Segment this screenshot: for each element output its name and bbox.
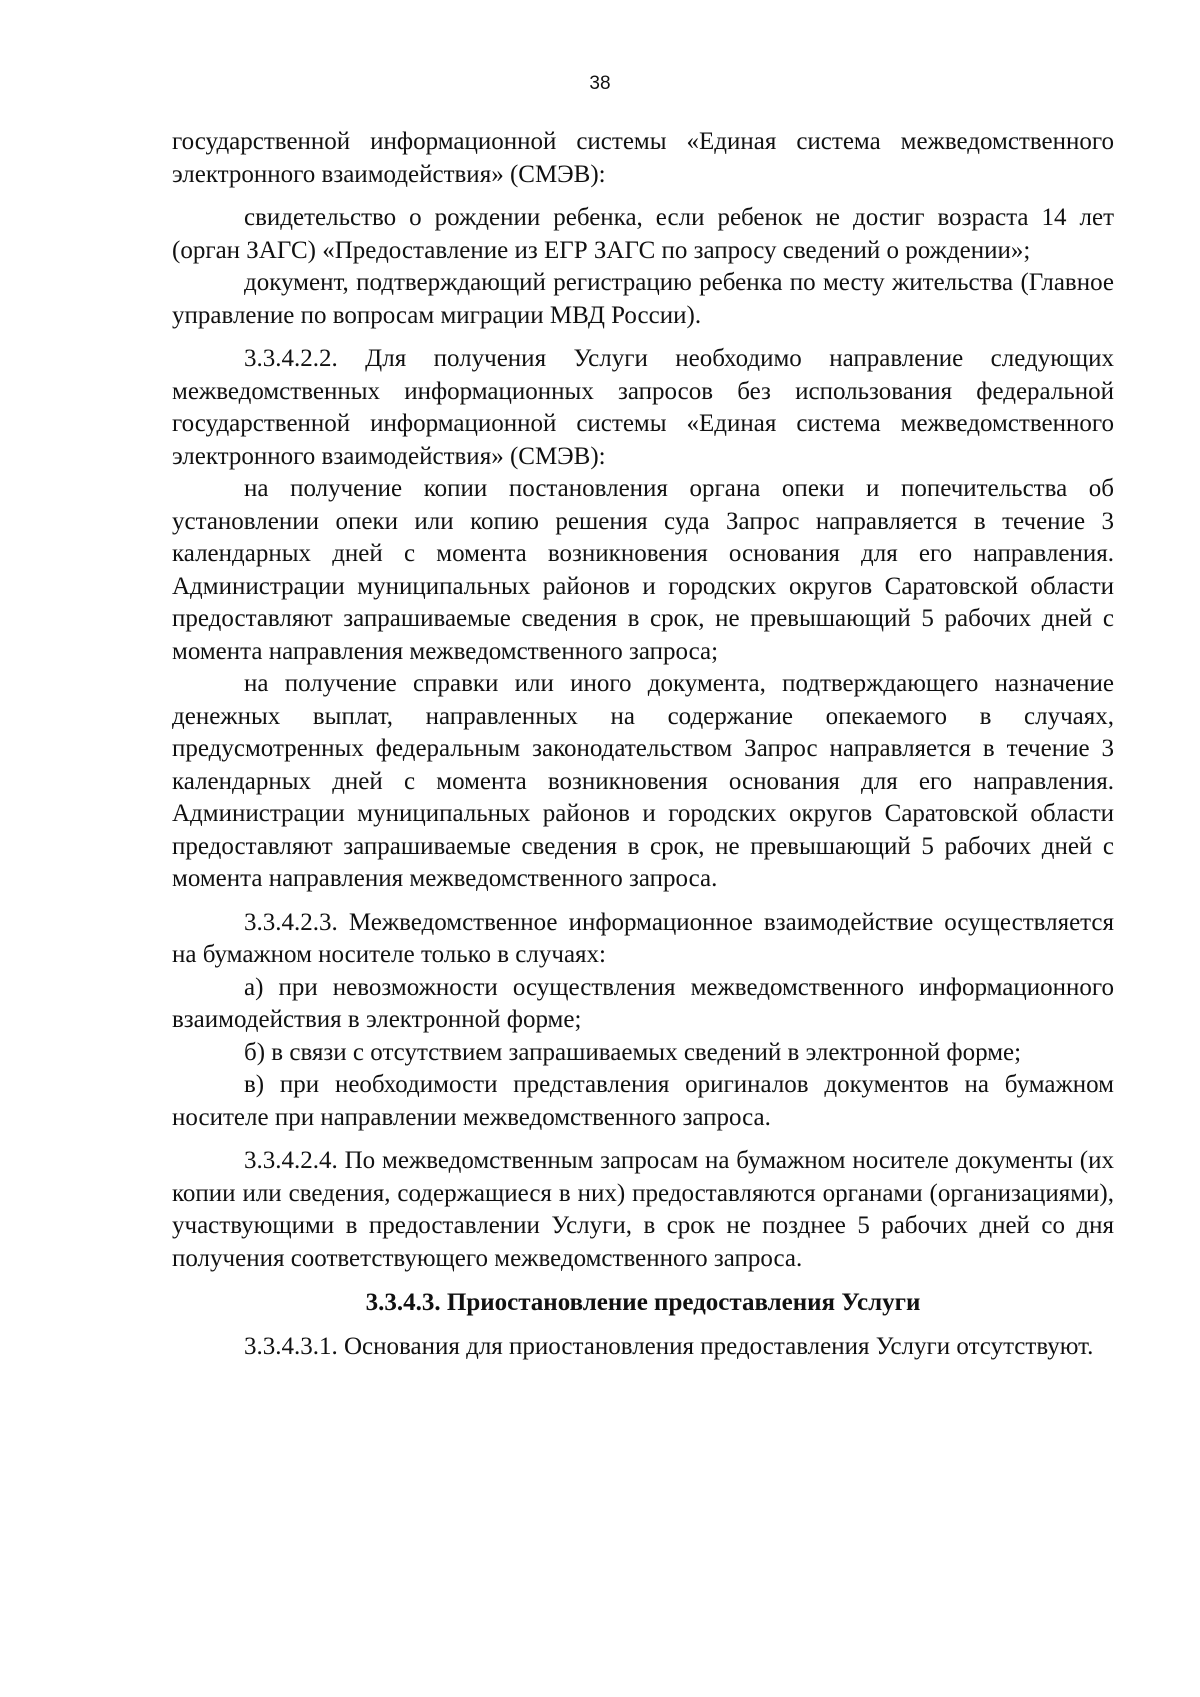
document-body [172,126,1114,1363]
list-marker: б) [244,1038,266,1066]
clause-number: 3.3.4.2.3. [244,908,338,936]
paragraph-3-3-4-2-4 [172,1145,1114,1275]
paragraph-3-3-4-3-1 [172,1331,1114,1364]
paragraph-birth-certificate: свидетельство о рождении ребенка, если ребенок не достиг возраста 14 лет (орган ЗАГС) «Предоставление из ЕГР ЗАГС по запросу сведений о рождении»; [172,204,1114,264]
list-item-a [172,972,1114,1037]
list-item-v [172,1069,1114,1134]
paragraph-guardianship-copy-request: на получение копии постановления органа опеки и попечительства об установлении опеки или копию решения суда Запрос направляется в течение 3 календарных дней с момента возникновения основания для его направления. Администрации муниципальных районов и городских округов Саратовской области предоставляют запрашиваемые сведения в срок, не превышающий 5 рабочих дней с момента направления межведомственного запроса; [172,475,1114,665]
list-item-text: при необходимости представления оригиналов документов на бумажном носителе при направлении межведомственного запроса. [172,1071,1114,1131]
list-item-text: в связи с отсутствием запрашиваемых сведений в электронной форме; [271,1038,1022,1066]
list-marker: а) [244,973,264,1001]
clause-number: 3.3.4.2.2. [244,345,338,372]
paragraph-3-3-4-2-2 [172,343,1114,473]
section-heading: 3.3.4.3. Приостановление предоставления Услуги [365,1289,921,1316]
paragraph-3-3-4-2-3 [172,907,1114,972]
clause-number: 3.3.4.2.4. [244,1147,338,1174]
list-marker: в) [244,1071,265,1098]
clause-text: По межведомственным запросам на бумажном носителе документы (их копии или сведения, содержащиеся в них) предоставляются органами (организациями), участвующими в предоставлении Услуги, в срок не позднее 5 рабочих дней со дня получения соответствующего межведомственного запроса. [172,1147,1115,1272]
clause-text: Основания для приостановления предоставления Услуги отсутствуют. [344,1332,1094,1360]
clause-text: Для получения Услуги необходимо направление следующих межведомственных информационных запросов без использования федеральной государственной информационной системы «Единая система межведомственного электронного взаимодействия» (СМЭВ): [172,345,1114,470]
paragraph-payments-certificate-request: на получение справки или иного документа, подтверждающего назначение денежных выплат, направленных на содержание опекаемого в случаях, предусмотренных федеральным законодательством Запрос направляется в течение 3 календарных дней с момента возникновения основания для его направления. Администрации муниципальных районов и городских округов Саратовской области предоставляют запрашиваемые сведения в срок, не превышающий 5 рабочих дней с момента направления межведомственного запроса. [172,670,1114,892]
clause-text: Межведомственное информационное взаимодействие осуществляется на бумажном носителе только в случаях: [172,908,1114,968]
paragraph-registration-document: документ, подтверждающий регистрацию ребенка по месту жительства (Главное управление по вопросам миграции МВД России). [172,269,1114,329]
clause-number: 3.3.4.3.1. [244,1332,338,1360]
paragraph-smev-system: государственной информационной системы «Единая система межведомственного электронного взаимодействия» (СМЭВ): [172,128,1114,188]
list-item-text: при невозможности осуществления межведомственного информационного взаимодействия в электронной форме; [172,973,1114,1033]
page-number: 38 [589,73,611,94]
list-item-b [172,1037,1114,1070]
